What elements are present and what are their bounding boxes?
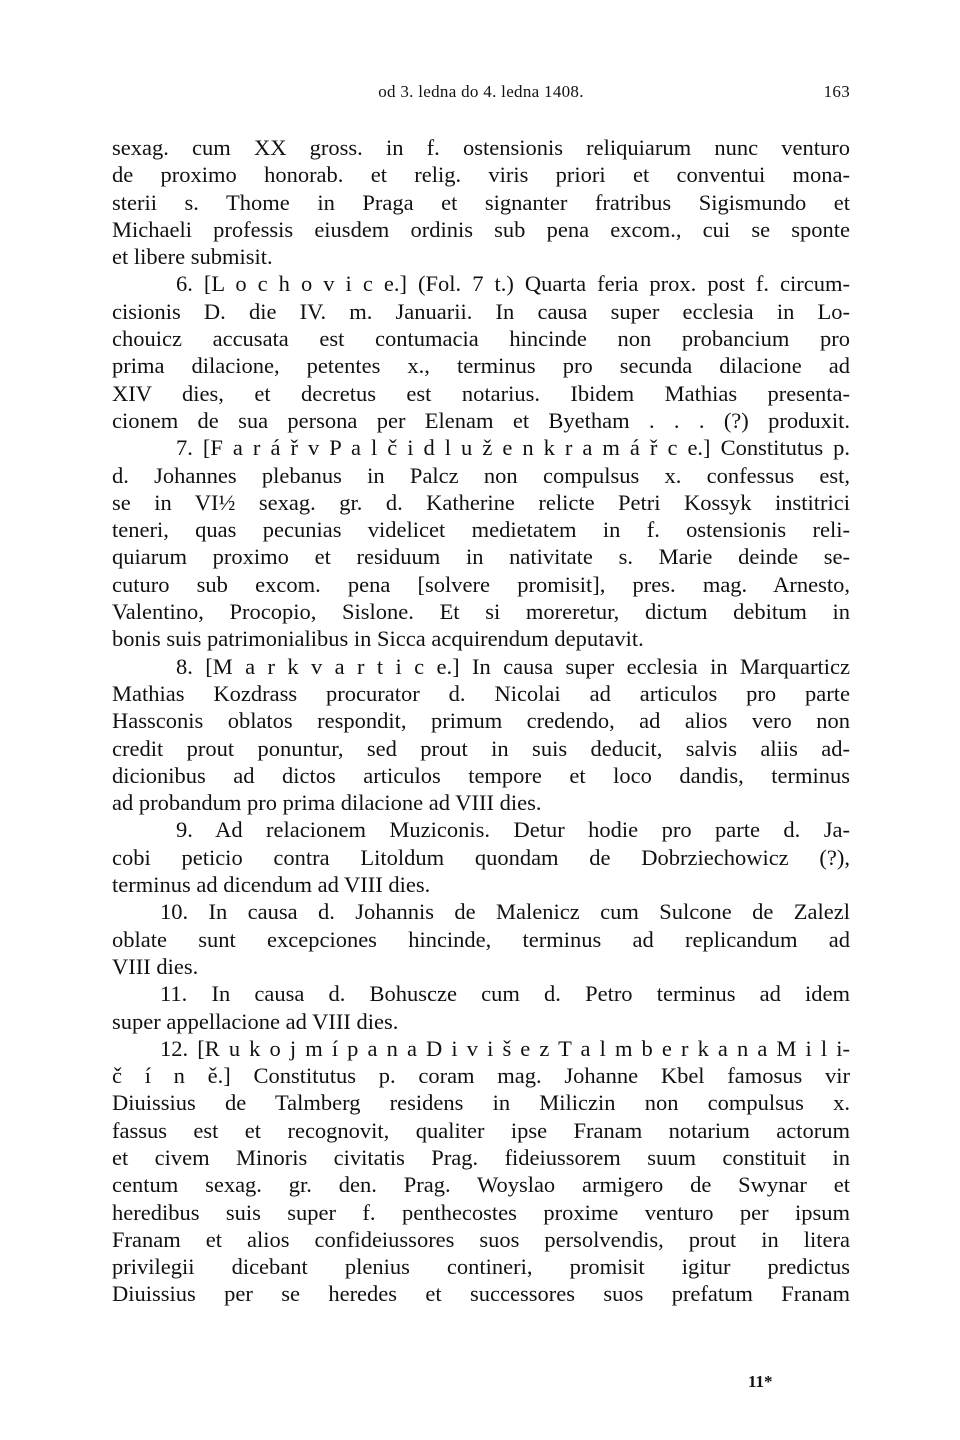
running-title: od 3. ledna do 4. ledna 1408. [378,82,584,101]
entry-11-start: 11. In causa d. Bohuscze cum d. Petro terminus ad idem [160,981,850,1007]
text-line: VIII dies. [112,953,199,979]
entry-7-start: 7. [F a r á ř v P a l č i d l u ž e n k r a m á ř c e.] Constitutus p. [176,435,850,461]
text-line: cisionis D. die IV. m. Januarii. In causa super ecclesia in Lo- [112,298,850,324]
text-line: ad probandum pro prima dilacione ad VIII dies. [112,790,542,816]
text-line: cuturo sub excom. pena [solvere promisit], pres. mag. Arnesto, [112,571,850,597]
text-line: d. Johannes plebanus in Palcz non compulsus x. confessus est, [112,462,850,488]
text-line: fassus est et recognovit, qualiter ipse Franam notarium actorum [112,1117,850,1143]
text-line: Hassconis oblatos respondit, primum credendo, ad alios vero non [112,708,850,734]
text-line: č í n ě.] Constitutus p. coram mag. Johanne Kbel famosus vir [112,1063,850,1089]
text-line: oblate sunt excepciones hincinde, terminus ad replicandum ad [112,926,850,952]
text-line: Mathias Kozdrass procurator d. Nicolai ad articulos pro parte [112,680,850,706]
text-line: et civem Minoris civitatis Prag. fideiussorem suum constituit in [112,1144,850,1170]
text-line: sexag. cum XX gross. in f. ostensionis reliquiarum nunc venturo [112,135,850,160]
entry-6-start: 6. [L o c h o v i c e.] (Fol. 7 t.) Quarta feria prox. post f. circum- [176,271,850,297]
text-line: prima dilacione, petentes x., terminus pro secunda dilacione ad [112,353,850,379]
text-line: se in VI½ sexag. gr. d. Katherine relicte Petri Kossyk institrici [112,489,850,515]
text-line: super appellacione ad VIII dies. [112,1008,399,1034]
signature-mark: 11* [748,1372,773,1391]
page-number: 163 [823,82,850,101]
text-line: terminus ad dicendum ad VIII dies. [112,872,431,898]
page-header [112,82,850,106]
text-line: Diuissius per se heredes et successores suos prefatum Franam [112,1281,850,1307]
text-line: Michaeli professis eiusdem ordinis sub pena excom., cui se sponte [112,216,850,242]
text-line: XIV dies, et decretus est notarius. Ibidem Mathias presenta- [112,380,850,406]
text-line: dicionibus ad dictos articulos tempore et loco dandis, terminus [112,762,850,788]
body-text [112,134,850,1308]
text-line: bonis suis patrimonialibus in Sicca acquirendum deputavit. [112,626,644,652]
entry-10-start: 10. In causa d. Johannis de Malenicz cum Sulcone de Zalezl [160,899,850,925]
text-line: centum sexag. gr. den. Prag. Woyslao armigero de Swynar et [112,1172,850,1198]
text-line: de proximo honorab. et relig. viris priori et conventui mona- [112,162,850,188]
text-line: heredibus suis super f. penthecostes proxime venturo per ipsum [112,1199,850,1225]
entry-12-start: 12. [R u k o j m í p a n a D i v i š e z T a l m b e r k a n a M i l i- [160,1035,850,1061]
text-line: sterii s. Thome in Praga et signanter fratribus Sigismundo et [112,189,850,215]
text-line: quiarum proximo et residuum in nativitate s. Marie deinde se- [112,544,850,570]
entry-9-start: 9. Ad relacionem Muziconis. Detur hodie pro parte d. Ja- [176,817,850,843]
text-line: credit prout ponuntur, sed prout in suis deducit, salvis aliis ad- [112,735,850,761]
text-line: Diuissius de Talmberg residens in Miliczin non compulsus x. [112,1090,850,1116]
text-line: cobi peticio contra Litoldum quondam de Dobrziechowicz (?), [112,844,850,870]
text-line: cionem de sua persona per Elenam et Byetham . . . (?) produxit. [112,407,850,433]
text-line: et libere submisit. [112,244,273,270]
text-line: chouicz accusata est contumacia hincinde non probancium pro [112,326,850,352]
text-line: Franam et alios confideiussores suos persolvendis, prout in litera [112,1226,850,1252]
entry-8-start: 8. [M a r k v a r t i c e.] In causa super ecclesia in Marquarticz [176,653,850,679]
text-line: Valentino, Procopio, Sislone. Et si moreretur, dictum debitum in [112,599,850,625]
text-line: teneri, quas pecunias videlicet medietatem in f. ostensionis reli- [112,517,850,543]
text-line: privilegii dicebant plenius contineri, promisit igitur predictus [112,1254,850,1280]
